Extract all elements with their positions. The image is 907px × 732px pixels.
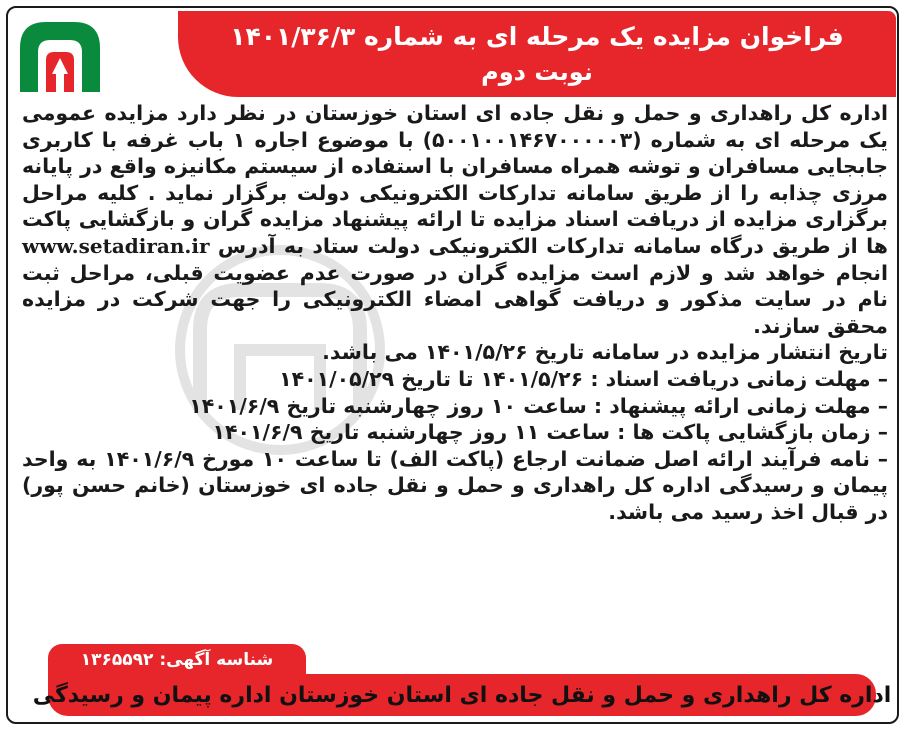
website-link[interactable]: www.setadiran.ir [22, 233, 210, 258]
body-text-part2: انجام خواهد شد و لازم است مزایده گران در صورت عدم عضویت قبلی، مراحل ثبت نام در سایت مذکور و دریافت گواهی امضاء الکترونیکی را جهت شرکت در مزایده محقق سازند. [22, 260, 888, 338]
body-text-part1: اداره کل راهداری و حمل و نقل جاده ای استان خوزستان در نظر دارد مزایده عمومی یک مرحله ای به شماره (۵۰۰۱۰۰۱۴۶۷۰۰۰۰۰۳) با موضوع اجاره ۱ باب غرفه با کاربری جابجایی مسافران و توشه همراه مسافران با استفاده از سیستم مکانیزه واقع در پایانه مرزی چذابه را از طریق سامانه تدارکات الکترونیکی دولت برگزار نماید . کلیه مراحل برگزاری مزایده از دریافت اسناد مزایده تا ارائه پیشنهاد مزایده گران و بازگشایی پاکت ها از طریق درگاه سامانه تدارکات الکترونیکی دولت ستاد به آدرس [22, 101, 888, 258]
page-subtitle: نوبت دوم [481, 58, 593, 86]
footer-banner: اداره کل راهداری و حمل و نقل جاده ای استان خوزستان اداره پیمان و رسیدگی [48, 674, 876, 716]
list-item-opening-time: – زمان بازگشایی پاکت ها : ساعت ۱۱ روز چهارشنبه تاریخ ۱۴۰۱/۶/۹ [212, 420, 888, 445]
list-item-proposal-deadline: – مهلت زمانی ارائه پیشنهاد : ساعت ۱۰ روز چهارشنبه تاریخ ۱۴۰۱/۶/۹ [189, 393, 888, 418]
road-organization-logo-icon [16, 14, 104, 96]
header-banner [178, 11, 896, 97]
list-item-guarantee-letter: – نامه فرآیند ارائه اصل ضمانت ارجاع (پاکت الف) تا ساعت ۱۰ مورخ ۱۴۰۱/۶/۹ به واحد پیمان و رسیدگی اداره کل راهداری و حمل و نقل جاده ای خوزستان (خانم حسن پور) در قبال اخذ رسید می باشد. [22, 446, 888, 524]
publish-date: تاریخ انتشار مزایده در سامانه تاریخ ۱۴۰۱/۵/۲۶ می باشد. [322, 340, 888, 365]
ad-body [22, 100, 888, 526]
ad-id-badge: شناسه آگهی: ۱۳۶۵۵۹۲ [48, 644, 306, 676]
list-item-documents-deadline: – مهلت زمانی دریافت اسناد : ۱۴۰۱/۵/۲۶ تا تاریخ ۱۴۰۱/۰۵/۲۹ [279, 366, 888, 391]
body-paragraph [22, 100, 888, 339]
page-title: فراخوان مزایده یک مرحله ای به شماره ۱۴۰۱/۳۶/۳ [230, 22, 844, 51]
